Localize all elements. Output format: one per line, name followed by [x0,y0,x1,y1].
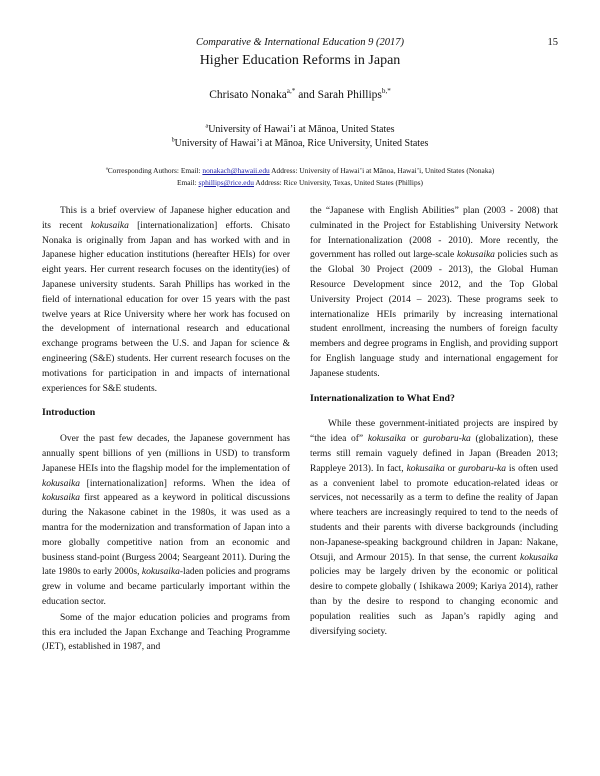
affiliation-marker: a [205,122,209,130]
affiliation-text: University of Hawai’i at Mānoa, United States [208,124,395,135]
section-heading-introduction: Introduction [42,407,96,419]
body-paragraph: the “Japanese with English Abilities” plan (2003 - 2008) that culminated in the Project for Establishing University Network for Internationalization (2008 - 2010). More recently, the government has rolled out large-scale kokusaika policies such as the Global 30 Project (2009 - 2013), the Global Human Resource Development since 2012, and the Top Global University Project (2014 – 2023). These programs seek to internationalize HEIs primarily by increasing international student enrollment, increasing the numbers of foreign faculty members and degree programs in English, and providing support for English language study and international engagement for Japanese students. [310,206,558,379]
correspondence-line-2 [0,178,600,188]
email-link-nonaka[interactable]: nonakach@hawaii.edu [202,166,270,175]
author-conjunction: and [295,89,318,101]
italic-term: kokusaika [42,493,80,504]
right-column [310,204,558,639]
affiliation-marker: b [171,136,175,144]
correspondence-prefix: Email: [176,178,199,187]
correspondence-prefix: Corresponding Authors: Email: [107,166,203,175]
correspondence-address: Address: University of Hawai’i at Mānoa, Hawai’i, United States (Nonaka) [269,166,495,175]
section-heading-internationalization: Internationalization to What End? [310,392,455,404]
left-column [42,204,290,655]
affiliation-text: University of Hawai’i at Mānoa, Rice University, United States [174,138,429,149]
italic-term: kokusaika [520,552,558,563]
italic-term: kokusaika [456,250,495,261]
body-paragraph: While these government-initiated projects are inspired by “the idea of” kokusaika or gurobaru-ka (globalization), these terms still remain vaguely defined in Japan (Breaden 2013; Rappleye 2013). In fact, kokusaika or gurobaru-ka is often used as a convenient label to promote education-related ideas or services, not necessarily as a term to define the reality of Japan where teachers are increasingly required to tend to the needs of students and their parents with diverse backgrounds (including non-Japanese-speaking background children in Japan: Nakane, Otsuji, and Armour 2015). In that sense, the current kokusaika policies may be largely driven by the economic or political desire to compete globally ( Ishikawa 2009; Kariya 2014), rather than by the desire to respond to changing economic and population realities such as Japan’s rapidly aging and diversifying society. [310,419,559,637]
body-paragraph: Some of the major education policies and programs from this era included the Japan Exchange and Teaching Programme (JET), established in 1987, and [42,612,290,653]
body-paragraph: Over the past few decades, the Japanese government has annually spent billions of yen (millions in USD) to transform Japanese HEIs into the flagship model for the implementation of kokusaika [internationalization] reforms. When the idea of kokusaika first appeared as a keyword in political discussions during the Nakasone cabinet in the 1980s, it was used as a mantra for the modernization and transformation of Japan into a more globally competitive nation from an economic and business stand-point (Burgess 2004; Seargeant 2011). During the late 1980s to early 2000s, kokusaika-laden policies and programs grew in volume and became particularly important within the education sector. [42,434,290,607]
italic-term: kokusaika [406,463,445,474]
author-line [0,89,600,101]
paper-title: Higher Education Reforms in Japan [199,53,401,68]
affiliation-a [0,124,600,135]
italic-term: kokusaika [42,478,80,489]
author-superscript: b,* [381,87,391,96]
correspondence-address: Address: Rice University, Texas, United States (Phillips) [253,178,424,187]
italic-term: kokusaika [367,434,406,445]
italic-term: kokusaika [141,567,180,578]
correspondence-marker: a [105,165,108,171]
author-name: Sarah Phillips [317,89,382,101]
italic-term: kokusaika [90,220,129,231]
page-number: 15 [547,37,558,48]
correspondence-line-1 [0,166,600,176]
email-link-phillips[interactable]: sphillips@rice.edu [198,178,254,187]
author-name: Chrisato Nonaka [209,89,287,101]
author-superscript: a,* [286,87,296,96]
italic-term: gurobaru-ka [423,434,471,445]
italic-term: gurobaru-ka [458,463,506,474]
running-head: Comparative & International Education 9 (2017) [196,37,404,48]
body-paragraph: This is a brief overview of Japanese higher education and its recent kokusaika [internationalization] efforts. Chisato Nonaka is originally from Japan and has worked with and in Japanese higher education institutions (hereafter HEIs) for over eight years. Her current research focuses on the identity(ies) of Japanese university students. Sarah Phillips has worked in the field of international education for over 15 years with the past twelve years at Rice University where her work has focused on the development of international research and educational exchange programs between the U.S. and Japan for science & engineering (S&E) students. Her current research focuses on the motivations for participation in and impacts of international experiences for S&E students. [42,206,290,394]
affiliation-b [0,138,600,149]
